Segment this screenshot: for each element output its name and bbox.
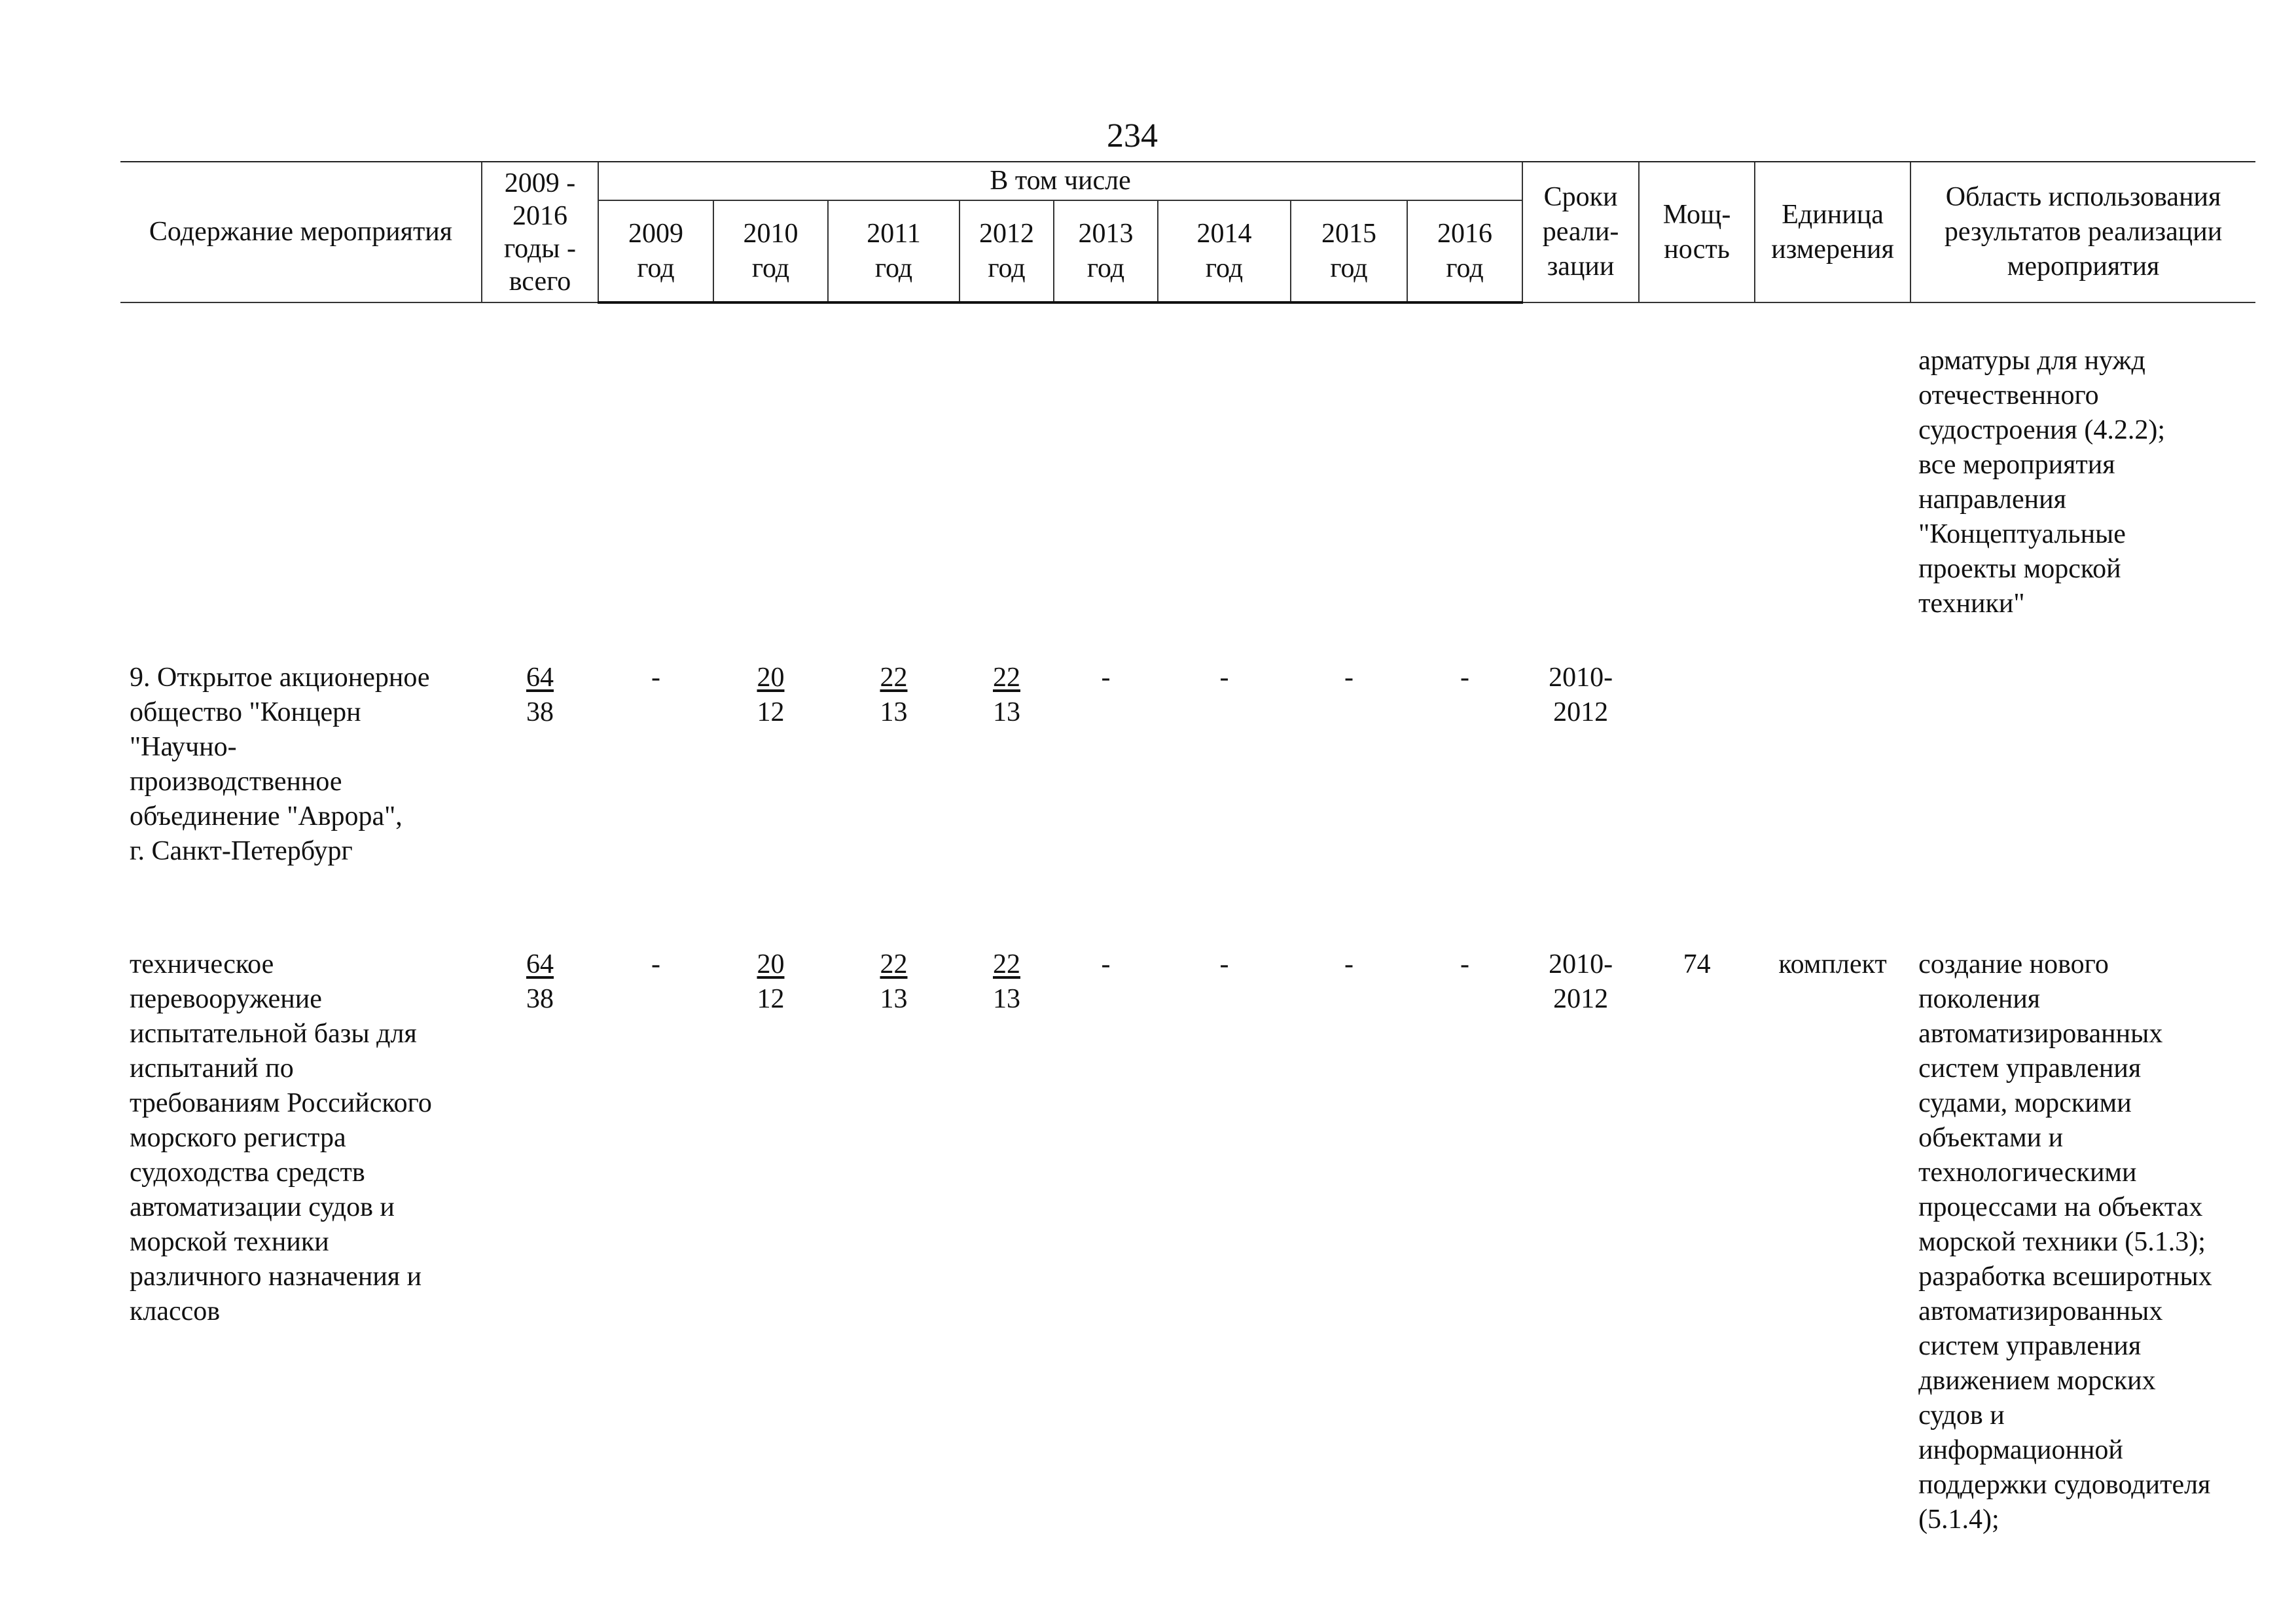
y2011-denominator: 13 [880,984,908,1014]
year-2011-value [828,661,960,947]
row-description: техническое перевооружение испытательной базы для испытаний по требованиям Российского морского регистра судоходства средств автоматизации судов и морской техники различного назначения и классов [130,949,432,1326]
year-2016-value: - [1460,949,1470,979]
page-number: 234 [1107,117,1158,155]
header-year-2013: 2013 год [1054,200,1158,302]
measures-table [120,161,2255,1537]
year-2010-value [713,661,828,947]
header-total: 2009 - 2016 годы - всего [482,162,598,302]
total-numerator: 64 [526,663,554,693]
year-2014-value: - [1219,663,1229,693]
year-2009-value: - [651,949,660,979]
year-2013-value: - [1101,949,1111,979]
header-year-2014: 2014 год [1158,200,1291,302]
header-capacity: Мощ- ность [1639,162,1755,302]
total-denominator: 38 [526,984,554,1014]
row-area [1910,661,2255,947]
year-2014-value: - [1219,949,1229,979]
header-area: Область использования результатов реализации мероприятия [1910,162,2255,302]
header-year-2016: 2016 год [1407,200,1522,302]
continuation-area: арматуры для нужд отечественного судостроения (4.2.2); все мероприятия направления "Концептуальные проекты морской техники" [1918,346,2165,619]
year-2010-value [713,947,828,1537]
row-total [482,947,598,1537]
year-2015-value: - [1344,949,1354,979]
row-description: 9. Открытое акционерное общество "Концерн "Научно- производственное объединение "Аврора", г. Санкт-Петербург [130,663,430,866]
row-unit: комплект [1778,949,1887,979]
y2012-numerator: 22 [993,663,1020,693]
year-2015-value: - [1344,663,1354,693]
header-unit: Единица измерения [1755,162,1910,302]
y2012-numerator: 22 [993,949,1020,979]
y2010-numerator: 20 [757,663,785,693]
y2010-denominator: 12 [757,984,785,1014]
year-2012-value [960,947,1054,1537]
header-year-2010: 2010 год [713,200,828,302]
y2011-numerator: 22 [880,663,908,693]
row-capacity: 74 [1683,949,1711,979]
table-row [120,947,2255,1537]
continuation-row [120,302,2255,661]
year-2012-value [960,661,1054,947]
year-2009-value: - [651,663,660,693]
y2012-denominator: 13 [993,697,1020,727]
table-row [120,661,2255,947]
table-header [120,162,2255,302]
row-area: создание нового поколения автоматизированных систем управления судами, морскими объектами и технологическими процессами на объектах морской техники (5.1.3); разработка всеширотных автоматизированных систем управления движением морских судов и информационной поддержки судоводителя (5.1.4); [1918,949,2212,1535]
row-period: 2010- 2012 [1549,949,1613,1014]
header-including: В том числе [598,162,1522,200]
header-period: Сроки реали- зации [1522,162,1639,302]
year-2011-value [828,947,960,1537]
row-total [482,661,598,947]
total-numerator: 64 [526,949,554,979]
y2010-numerator: 20 [757,949,785,979]
y2011-denominator: 13 [880,697,908,727]
header-year-2012: 2012 год [960,200,1054,302]
header-description: Содержание мероприятия [120,162,482,302]
total-denominator: 38 [526,697,554,727]
y2012-denominator: 13 [993,984,1020,1014]
row-capacity [1639,661,1755,947]
row-unit [1755,661,1910,947]
header-year-2011: 2011 год [828,200,960,302]
y2010-denominator: 12 [757,697,785,727]
header-year-2015: 2015 год [1291,200,1407,302]
year-2013-value: - [1101,663,1111,693]
row-period: 2010- 2012 [1549,663,1613,727]
header-year-2009: 2009 год [598,200,713,302]
y2011-numerator: 22 [880,949,908,979]
year-2016-value: - [1460,663,1470,693]
